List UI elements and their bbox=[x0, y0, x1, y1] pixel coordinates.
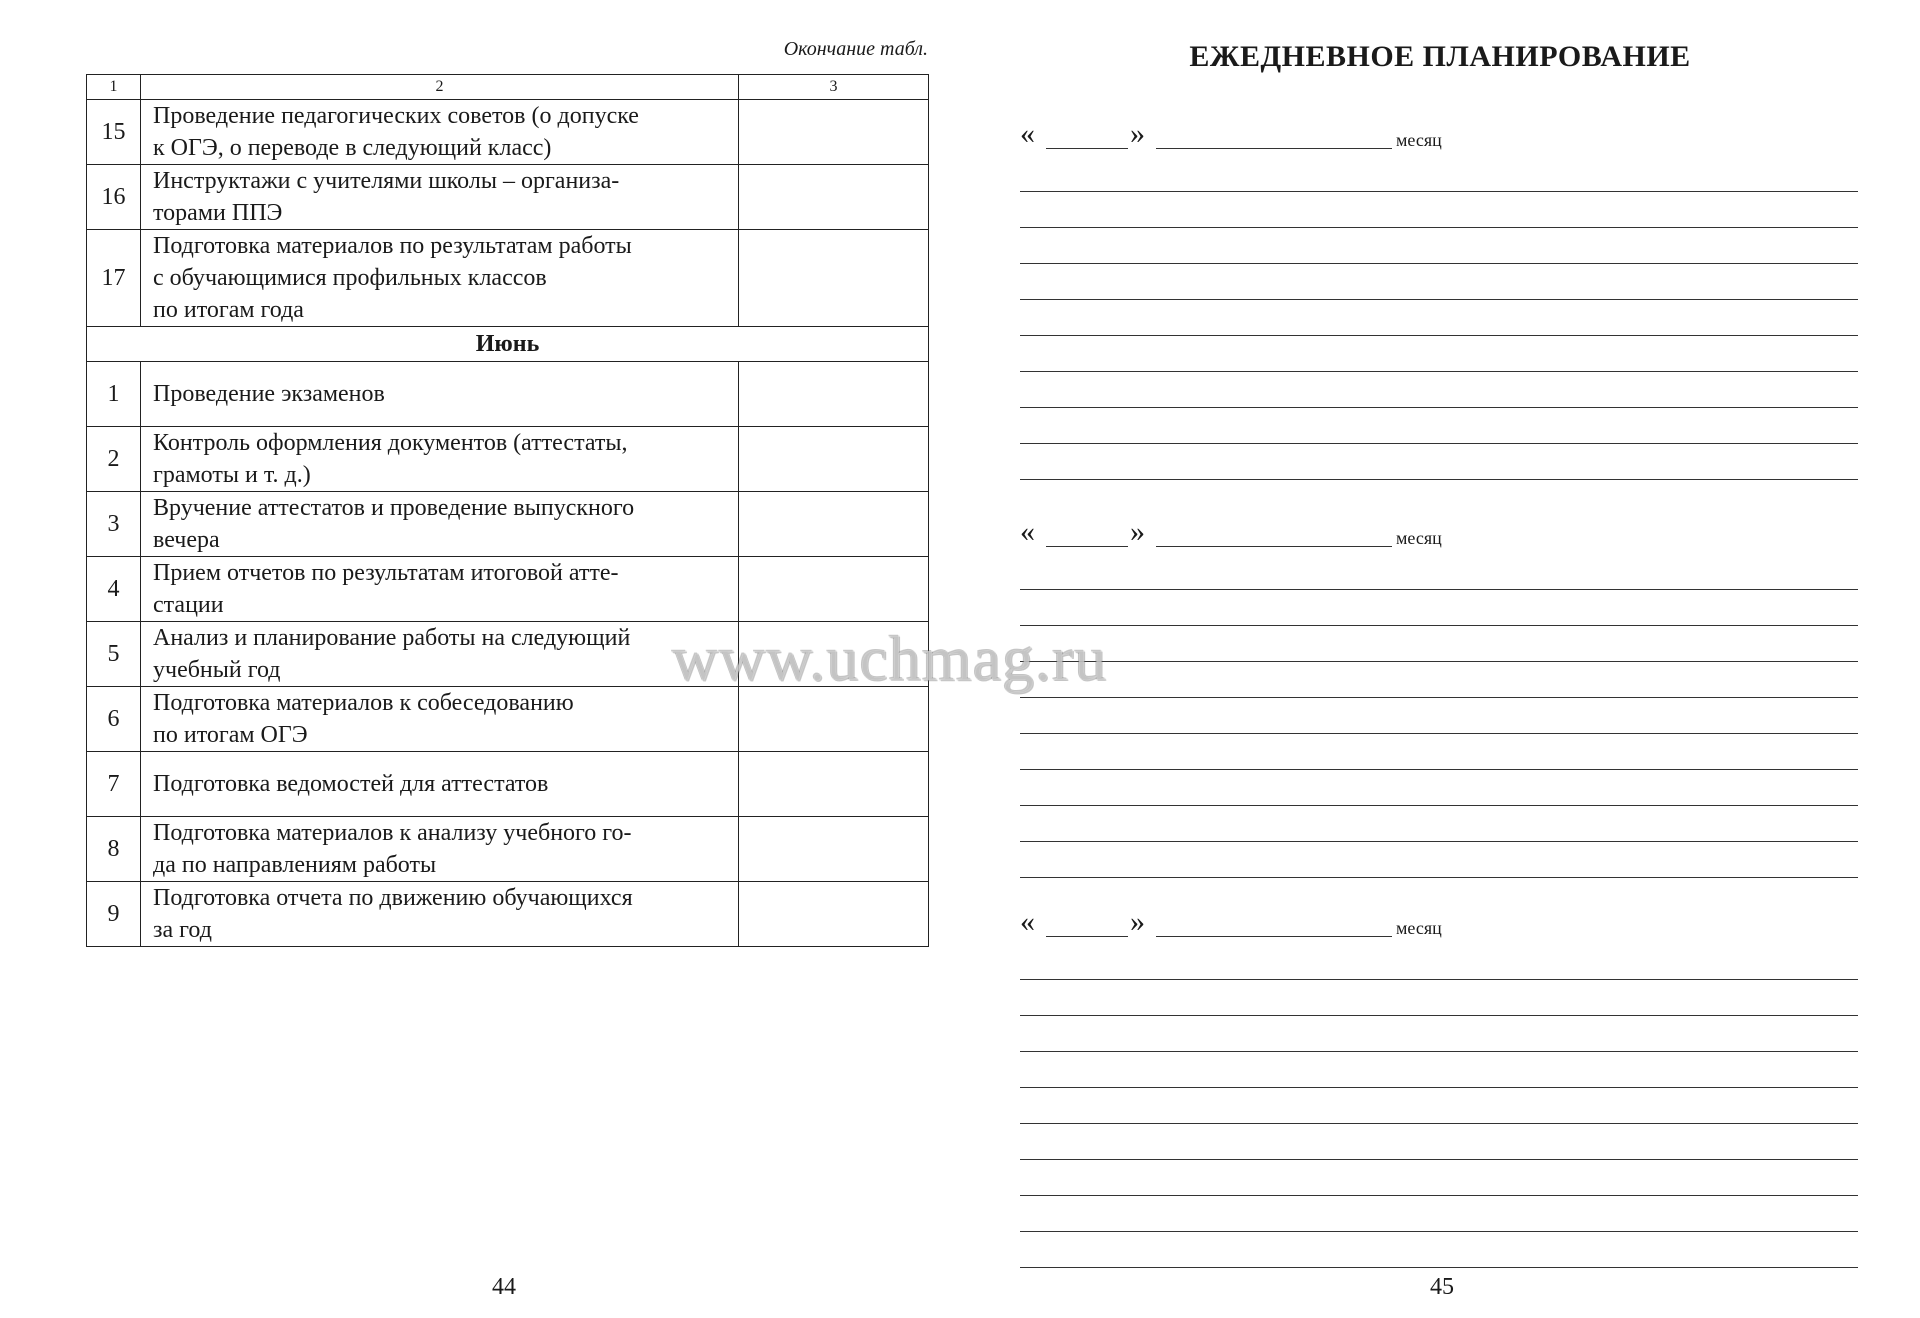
writing-line[interactable] bbox=[1020, 228, 1858, 264]
writing-line[interactable] bbox=[1020, 192, 1858, 228]
quote-close: » bbox=[1130, 117, 1145, 150]
table-header-row bbox=[87, 75, 929, 100]
table-body-after bbox=[87, 362, 929, 947]
table-row bbox=[87, 882, 929, 947]
page-number: 44 bbox=[492, 1274, 516, 1300]
table-row bbox=[87, 557, 929, 622]
table-row bbox=[87, 165, 929, 230]
row-number: 17 bbox=[87, 230, 141, 327]
activity-text-line: грамоты и т. д.) bbox=[153, 462, 311, 488]
activity-text-line: Прием отчетов по результатам итоговой атте- bbox=[153, 560, 619, 586]
activity-text-line: за год bbox=[153, 917, 212, 943]
column-header-2: 2 bbox=[141, 75, 739, 100]
month-blank[interactable] bbox=[1156, 936, 1392, 937]
activity-text-line: Анализ и планирование работы на следующий bbox=[153, 625, 631, 651]
activity-text-line: учебный год bbox=[153, 657, 281, 683]
row-activity bbox=[141, 427, 739, 492]
activity-text-line: Подготовка материалов по результатам работы bbox=[153, 233, 632, 259]
row-notes-cell bbox=[739, 752, 929, 817]
writing-line[interactable] bbox=[1020, 554, 1858, 590]
writing-lines bbox=[1020, 944, 1858, 1268]
quote-open: « bbox=[1020, 905, 1035, 938]
table-caption: Окончание табл. bbox=[783, 38, 928, 60]
row-activity bbox=[141, 492, 739, 557]
activity-text-line: да по направлениям работы bbox=[153, 852, 437, 878]
activity-text-line: вечера bbox=[153, 527, 220, 553]
writing-line[interactable] bbox=[1020, 590, 1858, 626]
day-number-blank[interactable] bbox=[1046, 546, 1128, 547]
row-activity bbox=[141, 817, 739, 882]
activity-text-line: торами ППЭ bbox=[153, 200, 283, 226]
table-row bbox=[87, 362, 929, 427]
row-number: 15 bbox=[87, 100, 141, 165]
writing-line[interactable] bbox=[1020, 444, 1858, 480]
writing-line[interactable] bbox=[1020, 698, 1858, 734]
table-row bbox=[87, 427, 929, 492]
activity-text-line: Инструктажи с учителями школы – организа- bbox=[153, 168, 620, 194]
month-label: месяц bbox=[1396, 528, 1442, 548]
row-notes-cell bbox=[739, 100, 929, 165]
activity-text-line: Проведение экзаменов bbox=[153, 381, 385, 407]
table-row bbox=[87, 817, 929, 882]
activity-text-line: Подготовка ведомостей для аттестатов bbox=[153, 771, 549, 797]
column-header-1: 1 bbox=[87, 75, 141, 100]
row-notes-cell bbox=[739, 492, 929, 557]
activity-text-line: Проведение педагогических советов (о допуске bbox=[153, 103, 639, 129]
quote-close: » bbox=[1130, 905, 1145, 938]
activity-text-line: Подготовка отчета по движению обучающихся bbox=[153, 885, 633, 911]
row-activity bbox=[141, 687, 739, 752]
writing-line[interactable] bbox=[1020, 1016, 1858, 1052]
row-number: 7 bbox=[87, 752, 141, 817]
row-notes-cell bbox=[739, 362, 929, 427]
table-row bbox=[87, 492, 929, 557]
writing-line[interactable] bbox=[1020, 408, 1858, 444]
row-notes-cell bbox=[739, 427, 929, 492]
activity-text-line: Вручение аттестатов и проведение выпускного bbox=[153, 495, 635, 521]
writing-line[interactable] bbox=[1020, 944, 1858, 980]
row-notes-cell bbox=[739, 557, 929, 622]
activity-text-line: стации bbox=[153, 592, 224, 618]
row-activity bbox=[141, 230, 739, 327]
month-blank[interactable] bbox=[1156, 148, 1392, 149]
writing-line[interactable] bbox=[1020, 1160, 1858, 1196]
right-page bbox=[960, 0, 1920, 1318]
writing-line[interactable] bbox=[1020, 734, 1858, 770]
row-number: 1 bbox=[87, 362, 141, 427]
row-number: 6 bbox=[87, 687, 141, 752]
row-number: 4 bbox=[87, 557, 141, 622]
date-row bbox=[960, 906, 1860, 942]
activity-text-line: Подготовка материалов к анализу учебного го- bbox=[153, 820, 632, 846]
date-row bbox=[960, 516, 1860, 552]
activity-text-line: по итогам ОГЭ bbox=[153, 722, 308, 748]
row-number: 5 bbox=[87, 622, 141, 687]
month-blank[interactable] bbox=[1156, 546, 1392, 547]
writing-line[interactable] bbox=[1020, 1052, 1858, 1088]
day-block bbox=[960, 516, 1860, 552]
day-block bbox=[960, 118, 1860, 154]
row-activity bbox=[141, 882, 739, 947]
writing-line[interactable] bbox=[1020, 372, 1858, 408]
quote-open: « bbox=[1020, 117, 1035, 150]
quote-close: » bbox=[1130, 515, 1145, 548]
writing-line[interactable] bbox=[1020, 980, 1858, 1016]
day-block bbox=[960, 906, 1860, 942]
section-row bbox=[87, 327, 929, 362]
page-title: ЕЖЕДНЕВНОЕ ПЛАНИРОВАНИЕ bbox=[1189, 40, 1691, 73]
activity-text-line: Подготовка материалов к собеседованию bbox=[153, 690, 574, 716]
table-row bbox=[87, 687, 929, 752]
writing-line[interactable] bbox=[1020, 626, 1858, 662]
plan-table bbox=[86, 74, 929, 947]
row-activity bbox=[141, 622, 739, 687]
month-label: месяц bbox=[1396, 130, 1442, 150]
month-label: месяц bbox=[1396, 918, 1442, 938]
table-row bbox=[87, 622, 929, 687]
writing-lines bbox=[1020, 156, 1858, 480]
date-row bbox=[960, 118, 1860, 154]
section-title: Июнь bbox=[87, 327, 929, 362]
writing-line[interactable] bbox=[1020, 1232, 1858, 1268]
writing-line[interactable] bbox=[1020, 156, 1858, 192]
activity-text-line: Контроль оформления документов (аттестаты, bbox=[153, 430, 628, 456]
row-notes-cell bbox=[739, 165, 929, 230]
row-activity bbox=[141, 165, 739, 230]
row-number: 8 bbox=[87, 817, 141, 882]
writing-line[interactable] bbox=[1020, 806, 1858, 842]
row-activity bbox=[141, 362, 739, 427]
row-notes-cell bbox=[739, 817, 929, 882]
writing-line[interactable] bbox=[1020, 1196, 1858, 1232]
row-number: 2 bbox=[87, 427, 141, 492]
writing-line[interactable] bbox=[1020, 842, 1858, 878]
day-number-blank[interactable] bbox=[1046, 148, 1128, 149]
day-number-blank[interactable] bbox=[1046, 936, 1128, 937]
activity-text-line: с обучающимися профильных классов bbox=[153, 265, 547, 291]
table-body-before bbox=[87, 100, 929, 327]
row-notes-cell bbox=[739, 622, 929, 687]
row-activity bbox=[141, 557, 739, 622]
table-row bbox=[87, 752, 929, 817]
writing-line[interactable] bbox=[1020, 336, 1858, 372]
writing-line[interactable] bbox=[1020, 1124, 1858, 1160]
writing-line[interactable] bbox=[1020, 770, 1858, 806]
row-notes-cell bbox=[739, 882, 929, 947]
writing-line[interactable] bbox=[1020, 662, 1858, 698]
writing-lines bbox=[1020, 554, 1858, 878]
row-activity bbox=[141, 100, 739, 165]
row-notes-cell bbox=[739, 687, 929, 752]
activity-text-line: к ОГЭ, о переводе в следующий класс) bbox=[153, 135, 552, 161]
writing-line[interactable] bbox=[1020, 264, 1858, 300]
table-row bbox=[87, 230, 929, 327]
quote-open: « bbox=[1020, 515, 1035, 548]
watermark: www.uchmag.ru bbox=[672, 623, 1108, 694]
row-activity bbox=[141, 752, 739, 817]
row-number: 16 bbox=[87, 165, 141, 230]
writing-line[interactable] bbox=[1020, 300, 1858, 336]
activity-text-line: по итогам года bbox=[153, 297, 304, 323]
page-number: 45 bbox=[1430, 1274, 1454, 1300]
row-number: 9 bbox=[87, 882, 141, 947]
table-row bbox=[87, 100, 929, 165]
column-header-3: 3 bbox=[739, 75, 929, 100]
writing-line[interactable] bbox=[1020, 1088, 1858, 1124]
row-number: 3 bbox=[87, 492, 141, 557]
row-notes-cell bbox=[739, 230, 929, 327]
